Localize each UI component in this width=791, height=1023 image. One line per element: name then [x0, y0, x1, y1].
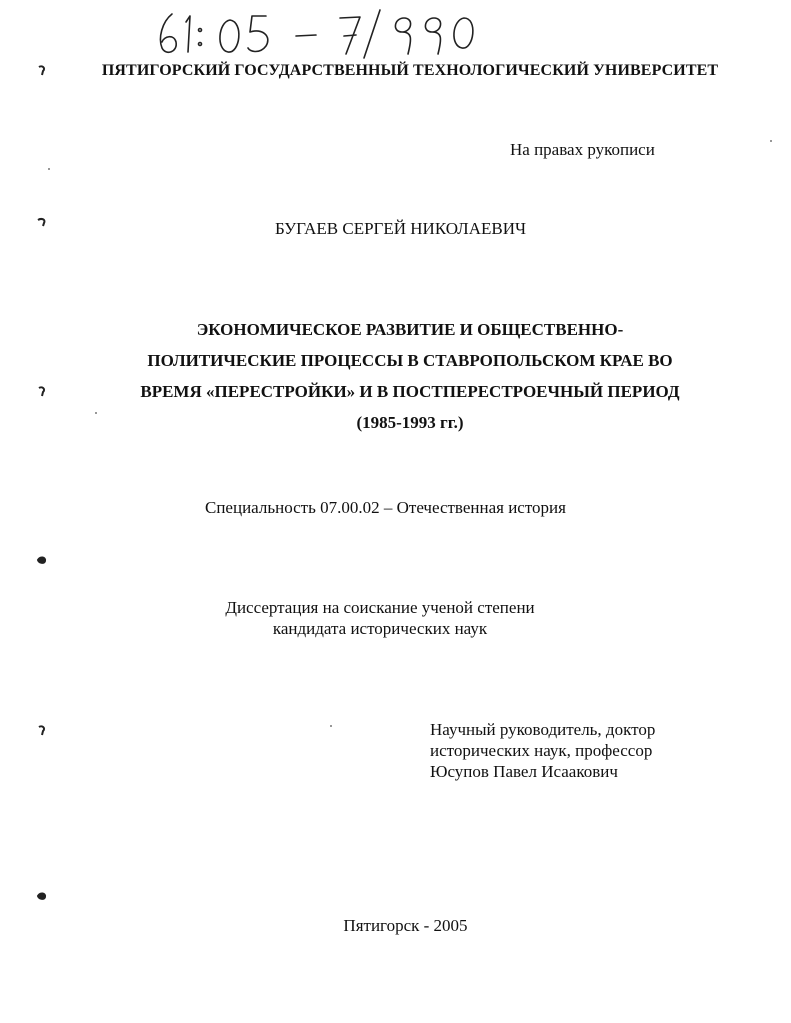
university-name: ПЯТИГОРСКИЙ ГОСУДАРСТВЕННЫЙ ТЕХНОЛОГИЧЕСКИЙ УНИВЕРСИТЕТ [101, 62, 719, 79]
supervisor-name: Юсупов Павел Исаакович [430, 762, 618, 781]
handwritten-catalog-code [150, 8, 480, 60]
punch-hole-mark [36, 64, 48, 76]
scan-speck [330, 725, 332, 727]
author-name: БУГАЕВ СЕРГЕЙ НИКОЛАЕВИЧ [274, 219, 527, 238]
punch-hole-mark [36, 554, 48, 566]
scan-speck [48, 168, 50, 170]
supervisor-line: исторических наук, профессор [430, 741, 653, 760]
title-line: ВРЕМЯ «ПЕРЕСТРОЙКИ» И В ПОСТПЕРЕСТРОЕЧНЫЙ ПЕРИОД [140, 382, 680, 401]
specialty-line: Специальность 07.00.02 – Отечественная история [205, 498, 566, 517]
title-line: ПОЛИТИЧЕСКИЕ ПРОЦЕССЫ В СТАВРОПОЛЬСКОМ КРАЕ ВО [147, 351, 673, 370]
handwritten-code-drawing [150, 8, 480, 60]
punch-hole-mark [36, 385, 48, 397]
punch-hole-mark [36, 724, 48, 736]
degree-statement [220, 597, 540, 639]
manuscript-note: На правах рукописи [510, 140, 655, 159]
city-year: Пятигорск - 2005 [343, 916, 468, 935]
degree-line: Диссертация на соискание ученой степени [225, 598, 535, 617]
scan-speck [95, 412, 97, 414]
title-years: (1985-1993 гг.) [356, 413, 464, 432]
punch-hole-mark [36, 216, 48, 228]
supervisor-line: Научный руководитель, доктор [430, 720, 656, 739]
scan-speck [770, 140, 772, 142]
degree-line: кандидата исторических наук [272, 619, 488, 638]
title-line: ЭКОНОМИЧЕСКОЕ РАЗВИТИЕ И ОБЩЕСТВЕННО- [196, 320, 624, 339]
punch-hole-mark [36, 890, 48, 902]
dissertation-title [100, 314, 720, 438]
supervisor-info [430, 719, 730, 782]
